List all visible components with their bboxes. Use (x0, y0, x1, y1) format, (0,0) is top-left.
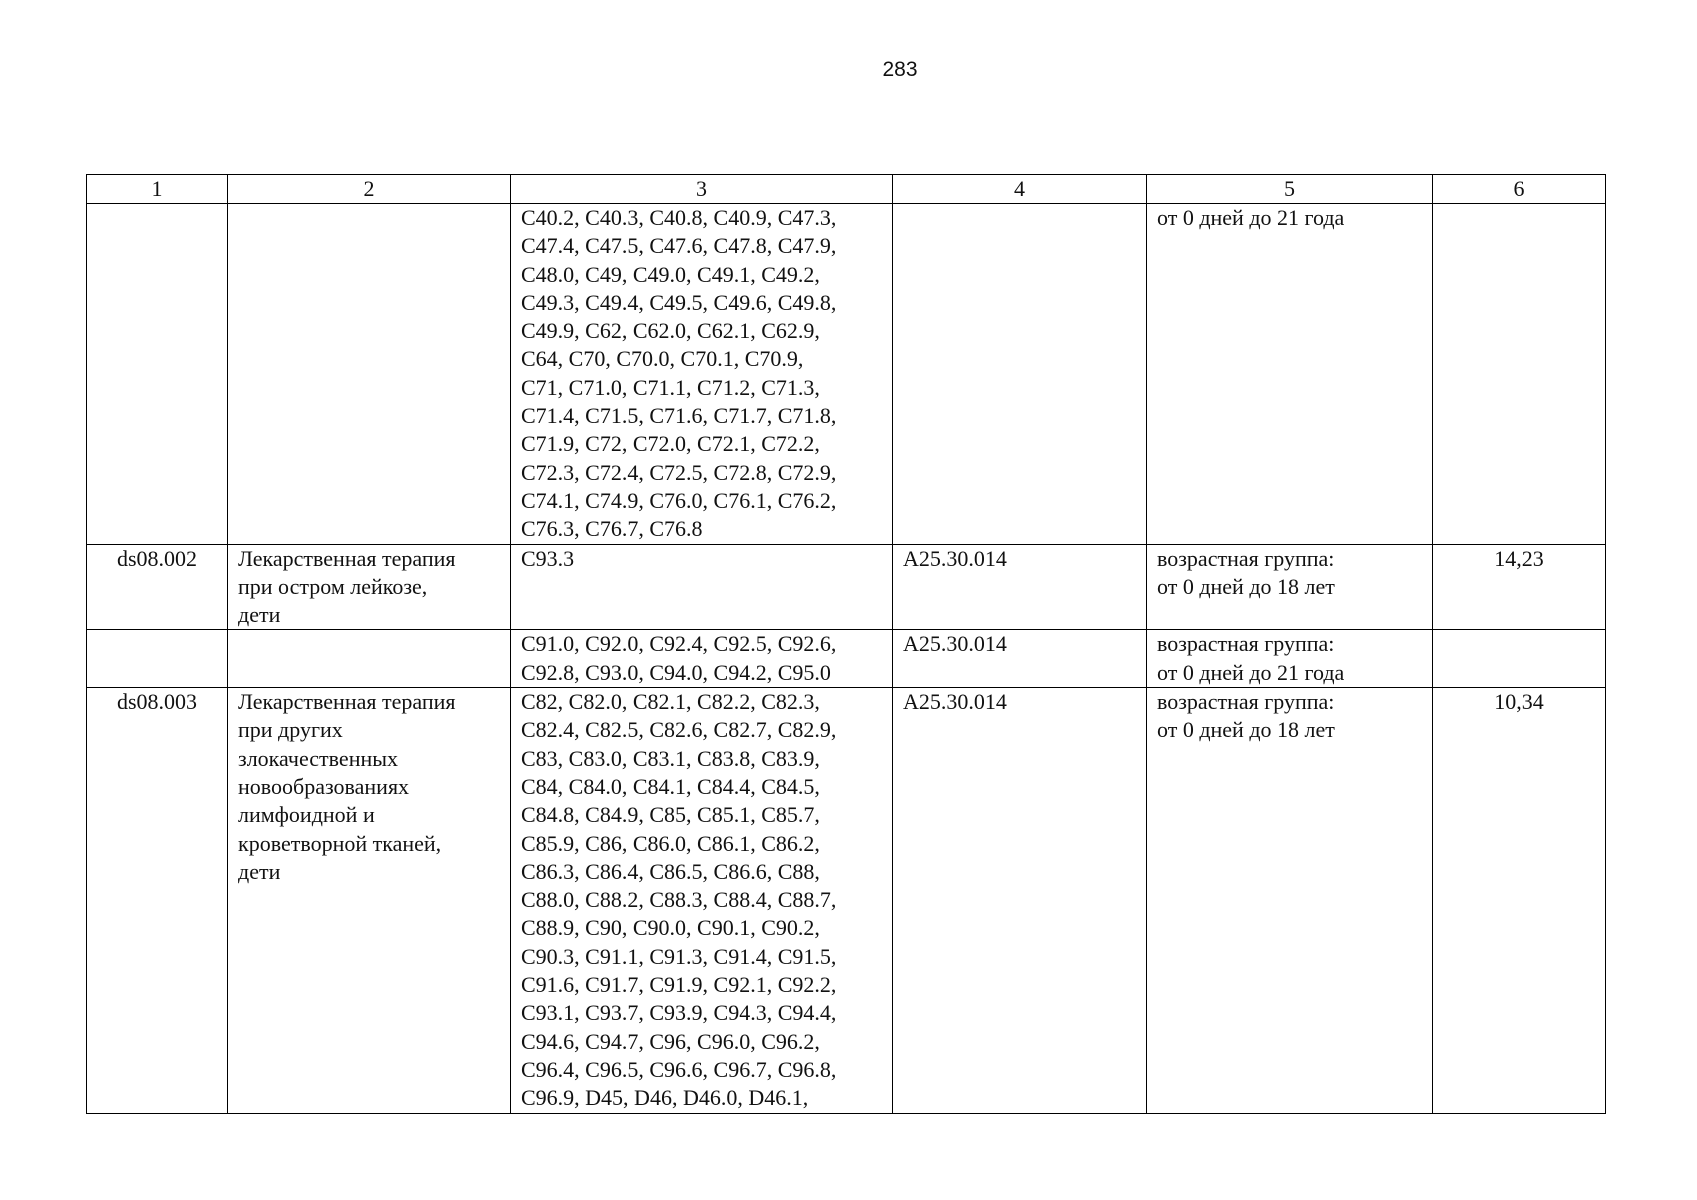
row-coefficient (1433, 204, 1606, 545)
header-cell-5: 5 (1147, 175, 1433, 204)
row-code: ds08.003 (87, 688, 228, 1113)
row-code (87, 630, 228, 688)
row-name: Лекарственная терапия при других злокачественных новообразованиях лимфоидной и кроветворной тканей, дети (228, 688, 511, 1113)
row-service-code: A25.30.014 (893, 688, 1147, 1113)
row-criteria: возрастная группа: от 0 дней до 18 лет (1147, 688, 1433, 1113)
row-icd-codes: C82, C82.0, C82.1, C82.2, C82.3, C82.4, C82.5, C82.6, C82.7, C82.9, C83, C83.0, C83.1, C83.8, C83.9, C84, C84.0, C84.1, C84.4, C84.5, C84.8, C84.9, C85, C85.1, C85.7, C85.9, C86, C86.0, C86.1, C86.2, C86.3, C86.4, C86.5, C86.6, C88, C88.0, C88.2, C88.3, C88.4, C88.7, C88.9, C90, C90.0, C90.1, C90.2, C90.3, C91.1, C91.3, C91.4, C91.5, C91.6, C91.7, C91.9, C92.1, C92.2, C93.1, C93.7, C93.9, C94.3, C94.4, C94.6, C94.7, C96, C96.0, C96.2, C96.4, C96.5, C96.6, C96.7, C96.8, C96.9, D45, D46, D46.0, D46.1, (511, 688, 893, 1113)
row-name: Лекарственная терапия при остром лейкозе, дети (228, 544, 511, 630)
header-cell-1: 1 (87, 175, 228, 204)
header-cell-3: 3 (511, 175, 893, 204)
header-cell-2: 2 (228, 175, 511, 204)
row-name (228, 204, 511, 545)
page-number: 283 (882, 58, 918, 81)
row-criteria: от 0 дней до 21 года (1147, 204, 1433, 545)
row-coefficient: 10,34 (1433, 688, 1606, 1113)
table-row (87, 204, 1606, 545)
table-row (87, 688, 1606, 1113)
row-service-code: A25.30.014 (893, 544, 1147, 630)
row-coefficient: 14,23 (1433, 544, 1606, 630)
row-icd-codes: C40.2, C40.3, C40.8, C40.9, C47.3, C47.4, C47.5, C47.6, C47.8, C47.9, C48.0, C49, C49.0, C49.1, C49.2, C49.3, C49.4, C49.5, C49.6, C49.8, C49.9, C62, C62.0, C62.1, C62.9, C64, C70, C70.0, C70.1, C70.9, C71, C71.0, C71.1, C71.2, C71.3, C71.4, C71.5, C71.6, C71.7, C71.8, C71.9, C72, C72.0, C72.1, C72.2, C72.3, C72.4, C72.5, C72.8, C72.9, C74.1, C74.9, C76.0, C76.1, C76.2, C76.3, C76.7, C76.8 (511, 204, 893, 545)
row-name (228, 630, 511, 688)
row-icd-codes: C91.0, C92.0, C92.4, C92.5, C92.6, C92.8, C93.0, C94.0, C94.2, C95.0 (511, 630, 893, 688)
row-code: ds08.002 (87, 544, 228, 630)
header-cell-6: 6 (1433, 175, 1606, 204)
row-icd-codes: C93.3 (511, 544, 893, 630)
row-criteria: возрастная группа: от 0 дней до 21 года (1147, 630, 1433, 688)
header-cell-4: 4 (893, 175, 1147, 204)
row-service-code: A25.30.014 (893, 630, 1147, 688)
row-service-code (893, 204, 1147, 545)
table-row (87, 544, 1606, 630)
row-code (87, 204, 228, 545)
row-coefficient (1433, 630, 1606, 688)
table-row (87, 630, 1606, 688)
row-criteria: возрастная группа: от 0 дней до 18 лет (1147, 544, 1433, 630)
tariff-table (86, 174, 1606, 1114)
header-row (87, 175, 1606, 204)
